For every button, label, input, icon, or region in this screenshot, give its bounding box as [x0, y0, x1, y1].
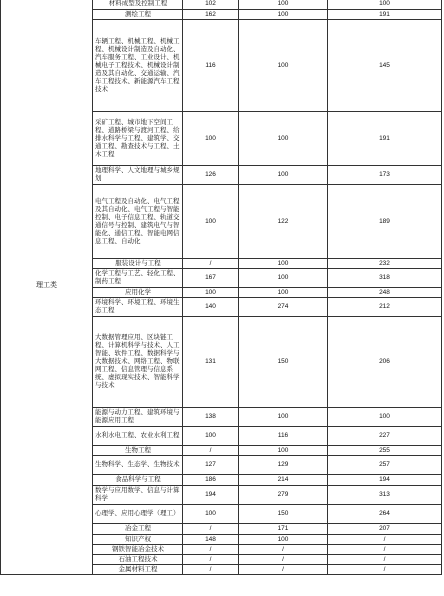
value-cell: 150	[239, 317, 328, 408]
value-cell: 100	[239, 259, 328, 269]
value-cell: 214	[239, 475, 328, 486]
value-cell: /	[328, 565, 442, 575]
value-cell: 227	[328, 427, 442, 446]
value-cell: 191	[328, 112, 442, 166]
value-cell: /	[239, 555, 328, 565]
value-cell: 191	[328, 10, 442, 20]
value-cell: 127	[183, 456, 239, 475]
value-cell: 194	[183, 486, 239, 505]
major-cell: 采矿工程、城市地下空间工程、道路桥梁与渡河工程、给排水科学与工程、建筑学、交通工程、勘查技术与工程、土木工程	[93, 112, 183, 166]
value-cell: 131	[183, 317, 239, 408]
value-cell: 189	[328, 185, 442, 259]
value-cell: /	[183, 555, 239, 565]
value-cell: 138	[183, 408, 239, 427]
value-cell: 186	[183, 475, 239, 486]
value-cell: 212	[328, 298, 442, 317]
category-cell: 理工类	[1, 0, 93, 575]
value-cell: 100	[328, 0, 442, 10]
value-cell: 100	[239, 20, 328, 112]
value-cell: /	[183, 545, 239, 555]
value-cell: /	[183, 565, 239, 575]
value-cell: 100	[183, 112, 239, 166]
value-cell: /	[328, 555, 442, 565]
value-cell: 100	[183, 288, 239, 298]
major-cell: 应用化学	[93, 288, 183, 298]
value-cell: 100	[239, 288, 328, 298]
value-cell: 100	[328, 408, 442, 427]
value-cell: /	[239, 565, 328, 575]
value-cell: 116	[239, 427, 328, 446]
value-cell: /	[183, 259, 239, 269]
value-cell: 100	[183, 427, 239, 446]
major-cell: 石油工程技术	[93, 555, 183, 565]
major-cell: 冶金工程	[93, 524, 183, 535]
value-cell: 207	[328, 524, 442, 535]
value-cell: 318	[328, 269, 442, 288]
value-cell: 100	[183, 185, 239, 259]
value-cell: 206	[328, 317, 442, 408]
value-cell: 232	[328, 259, 442, 269]
major-cell: 环境科学、环境工程、环境生态工程	[93, 298, 183, 317]
major-cell: 服装设计与工程	[93, 259, 183, 269]
value-cell: /	[183, 524, 239, 535]
major-cell: 车辆工程、机械工程、机械工程、机械设计制造及自动化、汽车服务工程、工业设计、机械电子工程技术、机械设计制造及其自动化、交通运输、汽车工程技术、新能源汽车工程技术	[93, 20, 183, 112]
major-cell: 钢铁智能冶金技术	[93, 545, 183, 555]
major-cell: 材料成型及控制工程	[93, 0, 183, 10]
value-cell: 100	[239, 166, 328, 185]
major-cell: 水利水电工程、农业水利工程	[93, 427, 183, 446]
value-cell: 100	[239, 112, 328, 166]
value-cell: 257	[328, 456, 442, 475]
major-cell: 能源与动力工程、建筑环境与能源应用工程	[93, 408, 183, 427]
value-cell: 100	[239, 408, 328, 427]
major-cell: 数学与应用数学、信息与计算科学	[93, 486, 183, 505]
value-cell: 122	[239, 185, 328, 259]
value-cell: 248	[328, 288, 442, 298]
major-cell: 知识产权	[93, 535, 183, 545]
value-cell: 100	[239, 269, 328, 288]
value-cell: 171	[239, 524, 328, 535]
value-cell: 116	[183, 20, 239, 112]
value-cell: 194	[328, 475, 442, 486]
value-cell: 145	[328, 20, 442, 112]
major-cell: 生物科学、生态学、生物技术	[93, 456, 183, 475]
value-cell: 255	[328, 446, 442, 456]
value-cell: 129	[239, 456, 328, 475]
value-cell: /	[328, 535, 442, 545]
value-cell: 150	[239, 505, 328, 524]
major-cell: 生物工程	[93, 446, 183, 456]
value-cell: 100	[239, 0, 328, 10]
value-cell: 100	[239, 535, 328, 545]
major-cell: 心理学、应用心理学（理工）	[93, 505, 183, 524]
value-cell: 126	[183, 166, 239, 185]
table-body	[1, 0, 442, 575]
major-cell: 电气工程及自动化、电气工程及其自动化、电气工程与智能控制、电子信息工程、轨道交通信号与控制、建筑电气与智能化、通信工程、智能电网信息工程、自动化	[93, 185, 183, 259]
value-cell: /	[239, 545, 328, 555]
value-cell: 100	[239, 446, 328, 456]
value-cell: 162	[183, 10, 239, 20]
value-cell: 264	[328, 505, 442, 524]
value-cell: 167	[183, 269, 239, 288]
value-cell: /	[183, 446, 239, 456]
value-cell: 173	[328, 166, 442, 185]
major-cell: 金属材料工程	[93, 565, 183, 575]
value-cell: 274	[239, 298, 328, 317]
major-cell: 地理科学、人文地理与城乡规划	[93, 166, 183, 185]
value-cell: 100	[183, 505, 239, 524]
value-cell: 313	[328, 486, 442, 505]
value-cell: 140	[183, 298, 239, 317]
value-cell: 100	[239, 10, 328, 20]
value-cell: /	[328, 545, 442, 555]
major-cell: 大数据管理应用、区块链工程、计算机科学与技术、人工智能、软件工程、数据科学与大数据技术、网络工程、物联网工程、信息管理与信息系统、虚拟现实技术、智能科学与技术	[93, 317, 183, 408]
value-cell: 279	[239, 486, 328, 505]
value-cell: 102	[183, 0, 239, 10]
value-cell: 148	[183, 535, 239, 545]
major-cell: 化学工程与工艺、轻化工程、制药工程	[93, 269, 183, 288]
table-row	[1, 0, 442, 10]
major-cell: 食品科学与工程	[93, 475, 183, 486]
major-cell: 测绘工程	[93, 10, 183, 20]
